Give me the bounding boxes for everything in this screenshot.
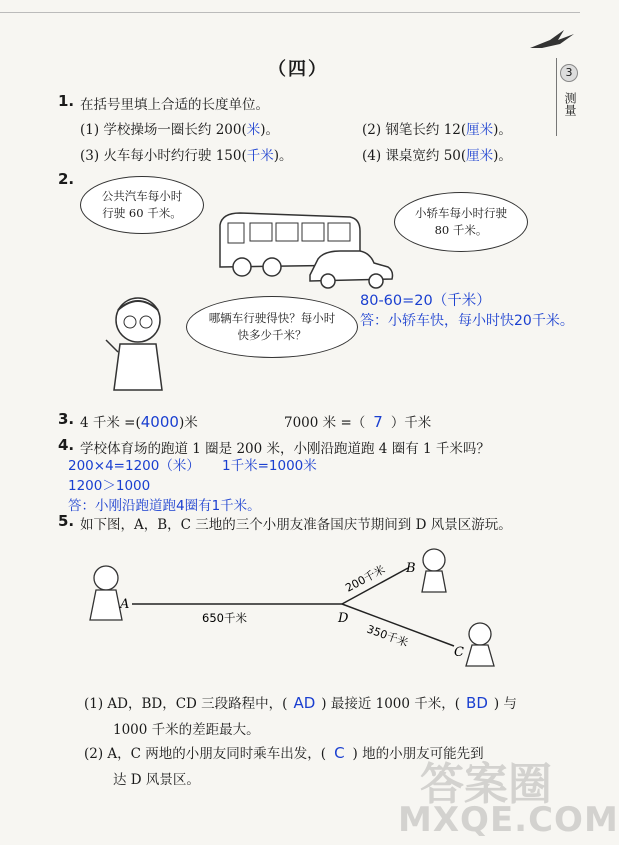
side-tab-number: 3 — [560, 64, 578, 82]
q5-sub1-answer-1: AD — [293, 694, 316, 712]
q4-line1a: 200×4=1200（米） — [68, 458, 200, 474]
bubble-kid-text: 哪辆车行驶得快？每小时快多少千米？ — [208, 311, 336, 342]
bubble-bus-text: 公共汽车每小时行驶 60 千米。 — [101, 189, 183, 220]
bubble-car — [394, 192, 528, 252]
route-map — [70, 540, 510, 675]
q1-item-1-label: (1) 学校操场一圈长约 200( — [80, 122, 247, 138]
side-tab — [556, 58, 581, 136]
q5-sub2-line2: 达 D 风景区。 — [113, 772, 200, 788]
q1-item-2-label: (2) 钢笔长约 12( — [362, 122, 467, 138]
q1-item-1 — [80, 118, 279, 138]
q1-item-2-close: )。 — [493, 122, 512, 138]
q3-left — [80, 411, 198, 431]
q5-sub2-b: ) 地的小朋友可能先到 — [352, 746, 484, 762]
bubble-kid — [186, 296, 358, 358]
bubble-car-text: 小轿车每小时行驶 80 千米。 — [415, 206, 507, 237]
q4-text: 学校体育场的跑道 1 圈是 200 米，小刚沿跑道跑 4 圈有 1 千米吗？ — [80, 441, 490, 457]
q3-left-answer: 4000 — [140, 413, 179, 431]
q1-item-4-answer: 厘米 — [466, 148, 494, 164]
q5-sub1-a: (1) AD，BD，CD 三段路程中，( — [84, 696, 288, 712]
bubble-bus — [80, 176, 204, 234]
q1-item-1-close: )。 — [260, 122, 280, 138]
q5-sub1-c: ) 与 — [493, 696, 517, 712]
q5-number: 5. — [58, 512, 75, 530]
child-c-icon — [466, 623, 494, 666]
q1-item-1-answer: 米 — [246, 122, 261, 138]
point-a-label: A — [120, 597, 130, 612]
q5-sub1-answer-2: BD — [466, 694, 488, 712]
q3-number: 3. — [58, 410, 75, 428]
kid-thinking-illustration — [98, 290, 178, 400]
side-tab-label: 测量 — [563, 92, 577, 116]
q1-number: 1. — [58, 92, 75, 110]
q3-right-answer: 7 — [373, 413, 383, 431]
q5-sub1-line1 — [84, 692, 517, 712]
distance-cd-label: 350千米 — [364, 622, 410, 650]
q3-left-a: 4 千米 =( — [80, 415, 141, 431]
car-icon — [310, 251, 393, 288]
q1-item-3-label: (3) 火车每小时约行驶 150( — [80, 148, 247, 164]
q4-number: 4. — [58, 436, 75, 454]
top-rule — [0, 12, 580, 13]
q4-line2: 1200＞1000 — [68, 478, 151, 494]
q5-sub2-a: (2) A，C 两地的小朋友同时乘车出发，( — [84, 746, 327, 762]
q1-item-3-answer: 千米 — [246, 148, 274, 164]
watermark-bottom: MXQE.COM — [398, 800, 619, 840]
q5-sub2-answer: C — [334, 744, 345, 762]
q2-answer-text: 答：小轿车快，每小时快20千米。 — [360, 313, 574, 329]
point-b-label: B — [406, 561, 416, 576]
bird-icon — [528, 26, 578, 56]
q3-right-b: ）千米 — [390, 415, 432, 431]
q1-item-3-close: )。 — [273, 148, 293, 164]
q3-right — [284, 411, 431, 431]
q5-text: 如下图，A，B，C 三地的三个小朋友准备国庆节期间到 D 风景区游玩。 — [80, 517, 512, 533]
page-title: （四） — [268, 59, 328, 80]
q1-item-2 — [362, 118, 512, 138]
q1-item-4-label: (4) 课桌宽约 50( — [362, 148, 467, 164]
distance-ad-label: 650千米 — [202, 611, 247, 625]
q2-number: 2. — [58, 170, 75, 188]
q3-right-a: 7000 米 =（ — [284, 415, 366, 431]
child-a-icon — [90, 566, 122, 620]
watermark-top: 答案圈 — [420, 759, 552, 810]
child-b-icon — [422, 549, 446, 592]
q5-sub1-b: ) 最接近 1000 千米，( — [321, 696, 461, 712]
bus-car-illustration — [210, 205, 400, 295]
q1-item-4-close: )。 — [493, 148, 512, 164]
q1-item-4 — [362, 144, 512, 164]
q1-item-2-answer: 厘米 — [466, 122, 494, 138]
distance-bd-label: 200千米 — [343, 562, 388, 595]
q4-line1b: 1千米=1000米 — [222, 458, 317, 474]
point-c-label: C — [454, 645, 464, 660]
q4-line3: 答：小刚沿跑道跑4圈有1千米。 — [68, 498, 261, 514]
q2-answer-calc: 80-60=20（千米） — [360, 293, 491, 309]
point-d-label: D — [338, 611, 349, 626]
q1-item-3 — [80, 144, 293, 164]
q1-text: 在括号里填上合适的长度单位。 — [80, 97, 269, 113]
q3-left-b: )米 — [178, 415, 198, 431]
q5-sub1-line2: 1000 千米的差距最大。 — [113, 722, 260, 738]
